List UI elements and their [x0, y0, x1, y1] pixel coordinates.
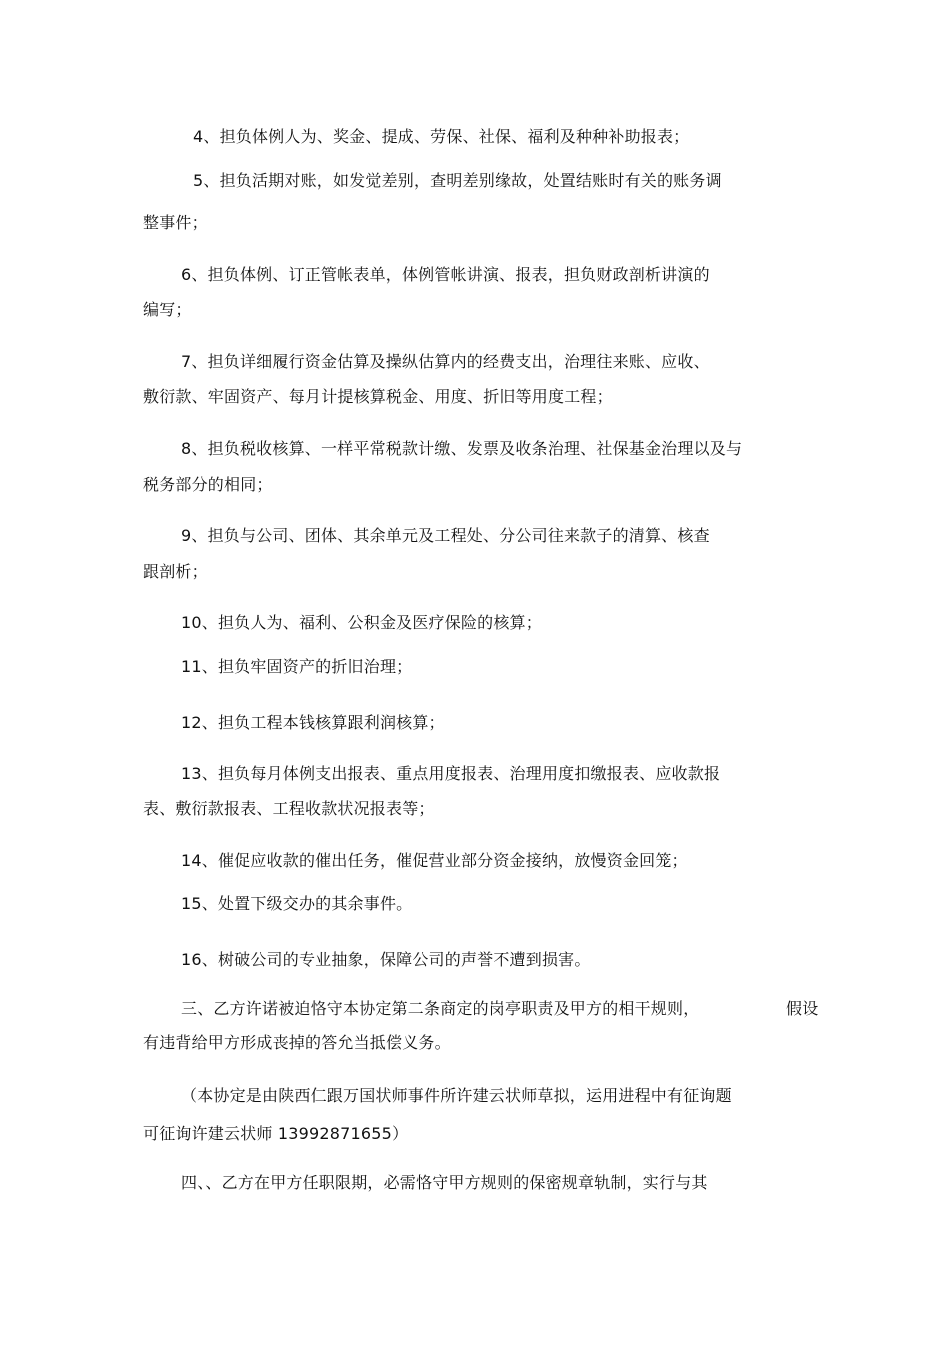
item-14: 14、催促应收款的催出任务，催促营业部分资金接纳，放慢资金回笼； [181, 851, 688, 870]
item-13-line-2: 表、敷衍款报表、工程收款状况报表等； [143, 799, 435, 818]
item-12: 12、担负工程本钱核算跟利润核算； [181, 713, 445, 732]
note-line-1: （本协定是由陕西仁跟万国状师事件所许建云状师草拟，运用进程中有征询题 [181, 1086, 732, 1105]
item-5-line-2: 整事件； [143, 213, 208, 232]
note-line-2: 可征询许建云状师 13992871655） [143, 1124, 409, 1143]
clause-3-line-1-end: 假设 [786, 999, 819, 1018]
item-7-line-1: 7、担负详细履行资金估算及操纵估算内的经费支出，治理往来账、应收、 [181, 352, 710, 371]
clause-4-line-1: 四、、乙方在甲方任职限期，必需恪守甲方规则的保密规章轨制，实行与其 [181, 1173, 708, 1192]
item-5-line-1: 5、担负活期对账，如发觉差别，查明差别缘故，处置结账时有关的账务调 [193, 171, 722, 190]
item-8-line-1: 8、担负税收核算、一样平常税款计缴、发票及收条治理、社保基金治理以及与 [181, 439, 743, 458]
item-6-line-1: 6、担负体例、订正管帐表单，体例管帐讲演、报表，担负财政剖析讲演的 [181, 265, 710, 284]
item-16: 16、树破公司的专业抽象，保障公司的声誉不遭到损害。 [181, 950, 591, 969]
clause-3-line-1: 三、乙方许诺被迫恪守本协定第二条商定的岗亭职责及甲方的相干规则， [181, 999, 700, 1018]
clause-3-line-2: 有违背给甲方形成丧掉的答允当抵偿义务。 [143, 1033, 451, 1052]
item-6-line-2: 编写； [143, 300, 192, 319]
item-8-line-2: 税务部分的相同； [143, 475, 273, 494]
item-11: 11、担负牢固资产的折旧治理； [181, 657, 413, 676]
item-13-line-1: 13、担负每月体例支出报表、重点用度报表、治理用度扣缴报表、应收款报 [181, 764, 721, 783]
item-4: 4、担负体例人为、奖金、提成、劳保、社保、福利及种种补助报表； [193, 127, 690, 146]
item-7-line-2: 敷衍款、牢固资产、每月计提核算税金、用度、折旧等用度工程； [143, 387, 613, 406]
item-10: 10、担负人为、福利、公积金及医疗保险的核算； [181, 613, 542, 632]
item-9-line-2: 跟剖析； [143, 562, 208, 581]
item-15: 15、处置下级交办的其余事件。 [181, 894, 413, 913]
item-9-line-1: 9、担负与公司、团体、其余单元及工程处、分公司往来款子的清算、核查 [181, 526, 710, 545]
